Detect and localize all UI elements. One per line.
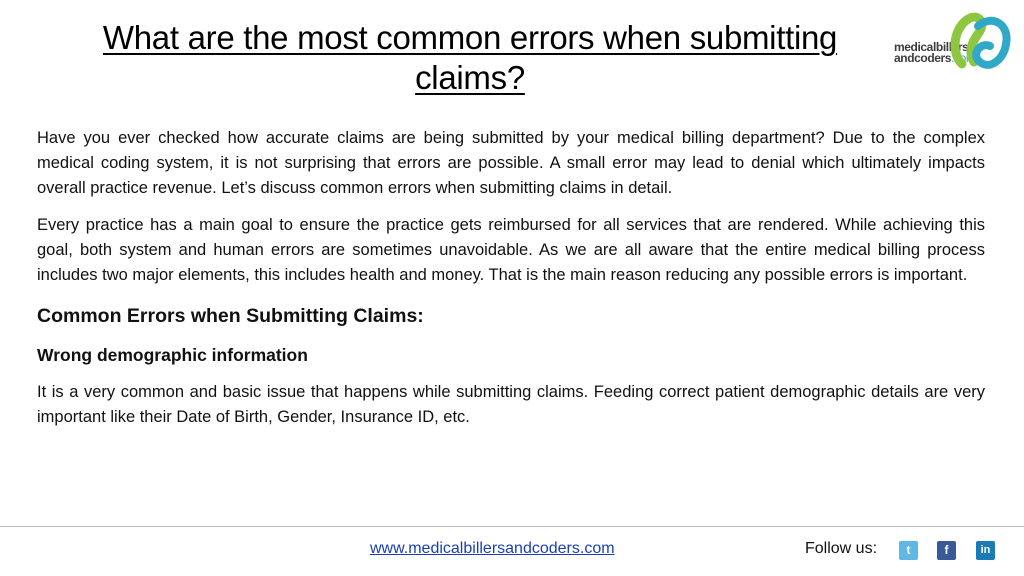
company-logo [890, 12, 1014, 74]
facebook-icon[interactable]: f [937, 541, 956, 560]
page-title: What are the most common errors when submitting claims? [102, 19, 838, 96]
section-heading: Common Errors when Submitting Claims: [37, 305, 424, 327]
footer-divider [0, 526, 1024, 527]
subheading: Wrong demographic information [37, 345, 308, 365]
logo-text-sub: andcoders [894, 51, 952, 65]
intro-paragraph-2: Every practice has a main goal to ensure the practice gets reimbursed for all services that are rendered. While achieving this goal, both system and human errors are sometimes unavoidable. As we are all aware that the entire medical billing process includes two major elements, this includes health and money. That is the main reason reducing any possible errors is important. [37, 216, 985, 284]
logo-text-com: .com [951, 51, 976, 65]
website-link[interactable]: www.medicalbillersandcoders.com [370, 540, 615, 557]
logo-swirl-icon [948, 12, 1014, 74]
logo-text-main: medicalbillers [894, 40, 969, 54]
twitter-icon[interactable]: t [899, 541, 918, 560]
main-content [37, 126, 985, 442]
intro-paragraph-1: Have you ever checked how accurate claims are being submitted by your medical billing department? Due to the complex medical coding system, it is not surprising that errors are possible. A small error may lead to denial which ultimately impacts overall practice revenue. Let’s discuss common errors when submitting claims in detail. [37, 129, 985, 197]
follow-us-label: Follow us: [805, 540, 878, 557]
subsection-paragraph: It is a very common and basic issue that happens while submitting claims. Feeding correct patient demographic details are very important like their Date of Birth, Gender, Insurance ID, etc. [37, 383, 985, 426]
linkedin-icon[interactable]: in [976, 541, 995, 560]
